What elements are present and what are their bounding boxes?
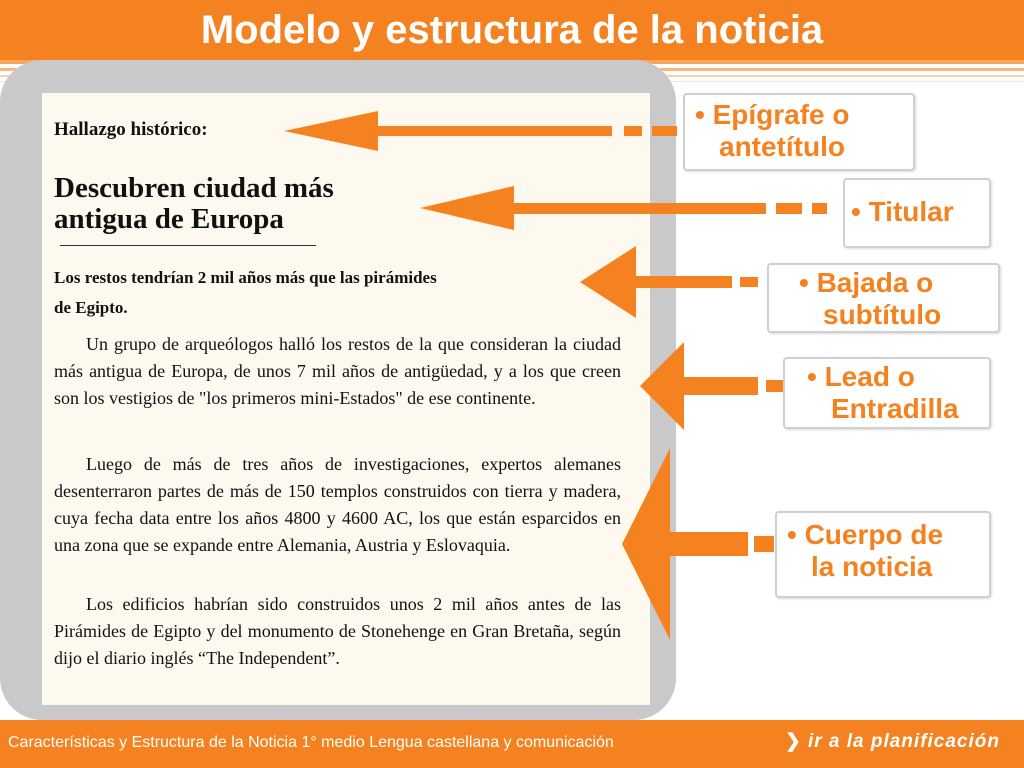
label-lead-line2: Entradilla bbox=[831, 393, 959, 424]
label-cuerpo-line1: • Cuerpo de bbox=[787, 519, 944, 550]
planning-link-label: ir a la planificación bbox=[807, 731, 1000, 752]
arrow-bajada bbox=[580, 246, 758, 318]
article-titular-line2: antigua de Europa bbox=[54, 203, 284, 235]
page-title: Modelo y estructura de la noticia bbox=[200, 8, 824, 52]
article-bajada-line2: de Egipto. bbox=[54, 298, 128, 317]
label-lead bbox=[783, 357, 991, 429]
footer-course-info: Características y Estructura de la Noticia 1° medio Lengua castellana y comunicación bbox=[8, 734, 614, 751]
label-cuerpo-line2: la noticia bbox=[811, 551, 933, 582]
label-epigrafe-line2: antetítulo bbox=[719, 131, 845, 162]
label-bajada-line2: subtítulo bbox=[823, 299, 942, 330]
label-epigrafe-line1: • Epígrafe o bbox=[695, 99, 850, 130]
chevron-right-icon: ❯ bbox=[785, 731, 802, 752]
article-paragraph-lead: Un grupo de arqueólogos halló los restos de la que consideran la ciudad más antigua de Europa, de unos 7 mil años de antigüedad, y a los que creen son los vestigios de "los primeros mini-Estados" de ese continente. bbox=[54, 334, 621, 408]
footer-bar bbox=[0, 720, 1024, 768]
label-epigrafe bbox=[683, 93, 915, 171]
label-titular-text: • Titular bbox=[851, 196, 954, 227]
label-cuerpo bbox=[775, 511, 991, 598]
arrow-epigrafe bbox=[284, 111, 677, 151]
label-lead-line1: • Lead o bbox=[807, 361, 915, 392]
arrow-cuerpo bbox=[622, 448, 774, 640]
planning-link[interactable] bbox=[785, 730, 1000, 753]
label-bajada-line1: • Bajada o bbox=[799, 267, 934, 298]
arrow-titular bbox=[420, 186, 827, 230]
article-paragraph-body-2: Los edificios habrían sido construidos unos 2 mil años antes de las Pirámides de Egipto y del monumento de Stonehenge en Gran Bretaña, según dijo el diario inglés “The Independent”. bbox=[54, 594, 621, 668]
article-epigrafe: Hallazgo histórico: bbox=[54, 119, 208, 140]
label-bajada bbox=[767, 263, 1000, 333]
article-paragraph-body-1: Luego de más de tres años de investigaciones, expertos alemanes desenterraron partes de más de 150 templos construidos con tierra y madera, cuya fecha data entre los años 4800 y 4600 AC, los que están esparcidos en una zona que se expande entre Alemania, Austria y Eslovaquia. bbox=[54, 454, 621, 555]
label-titular bbox=[843, 178, 991, 248]
article-bajada-line1: Los restos tendrían 2 mil años más que las pirámides bbox=[54, 268, 437, 287]
arrow-lead bbox=[640, 342, 784, 430]
article-titular-line1: Descubren ciudad más bbox=[54, 172, 334, 204]
